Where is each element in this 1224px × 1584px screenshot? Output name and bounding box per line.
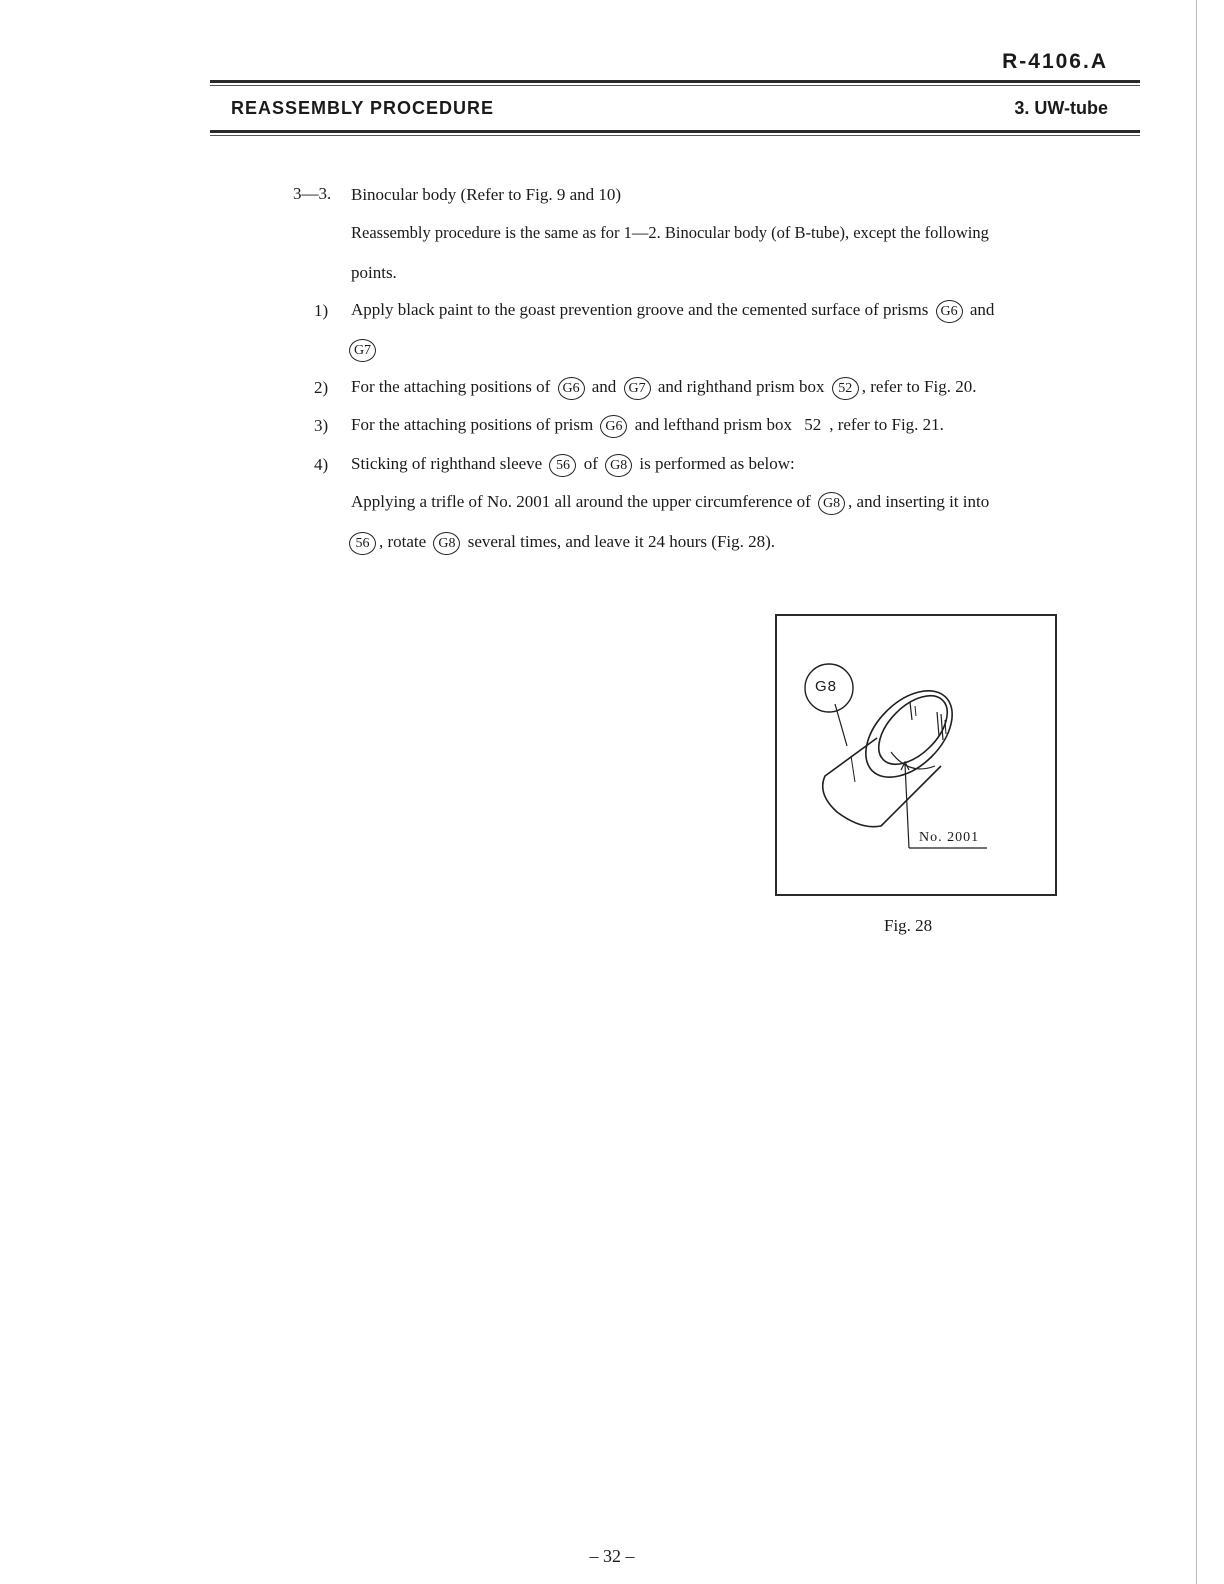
- page-number: – 32 –: [589, 1546, 635, 1566]
- header-rule-top: [210, 80, 1140, 83]
- step-4-text-b: of: [583, 454, 598, 473]
- step-3-line: [351, 414, 944, 438]
- step-2-text-a: For the attaching positions of: [351, 377, 551, 396]
- part-ref-56: 56: [349, 532, 376, 555]
- part-ref-g6: G6: [600, 415, 627, 438]
- step-1-text-b: and: [969, 300, 995, 319]
- part-ref-g8: G8: [605, 454, 632, 477]
- step-4-text-a: Sticking of righthand sleeve: [351, 454, 543, 473]
- figure-caption: Fig. 28: [884, 916, 933, 935]
- header-rule-top-thin: [210, 85, 1140, 86]
- part-ref-g8: G8: [818, 492, 845, 515]
- step-4-number: 4): [314, 455, 329, 474]
- step-4-line-3: [349, 531, 775, 555]
- part-ref-52: 52: [832, 377, 859, 400]
- step-4-line2-text-a: Applying a trifle of No. 2001 all around the upper circumference of: [351, 492, 811, 511]
- step-1-text-a: Apply black paint to the goast prevention groove and the cemented surface of prisms: [351, 300, 929, 319]
- step-4-line3-text-a: , rotate: [379, 532, 427, 551]
- step-4-line3-text-b: several times, and leave it 24 hours (Fig. 28).: [467, 532, 776, 551]
- part-ref-52-plain: 52: [804, 415, 822, 434]
- step-4-line-2: [351, 491, 989, 515]
- step-1-number: 1): [314, 301, 329, 320]
- step-3-text-c: , refer to Fig. 21.: [829, 415, 944, 434]
- step-1-line-1: [351, 299, 994, 323]
- section-title: REASSEMBLY PROCEDURE: [231, 98, 495, 118]
- figure-28-box: [775, 614, 1057, 896]
- scan-edge-line: [1196, 0, 1197, 1584]
- step-4-line-1: [351, 453, 795, 477]
- step-2-number: 2): [314, 378, 329, 397]
- chapter-title: 3. UW-tube: [1014, 98, 1108, 118]
- part-ref-g7: G7: [624, 377, 651, 400]
- figure-part-label: G8: [815, 678, 838, 695]
- section-heading: Binocular body (Refer to Fig. 9 and 10): [351, 185, 622, 204]
- part-ref-g7: G7: [349, 339, 376, 362]
- step-3-text-b: and lefthand prism box: [634, 415, 792, 434]
- step-2-text-b: and: [591, 377, 617, 396]
- step-4-text-c: is performed as below:: [639, 454, 795, 473]
- section-number: 3—3.: [293, 184, 332, 203]
- step-2-text-d: , refer to Fig. 20.: [861, 377, 977, 396]
- step-3-text-a: For the attaching positions of prism: [351, 415, 594, 434]
- part-ref-g6: G6: [936, 300, 963, 323]
- step-2-text-c: and righthand prism box: [657, 377, 825, 396]
- step-4-line2-text-b: , and inserting it into: [848, 492, 990, 511]
- document-code: R-4106.A: [1002, 50, 1108, 73]
- sleeve-illustration: [777, 616, 1055, 894]
- sleeve-top-rim-outer: [850, 675, 969, 794]
- part-ref-56: 56: [549, 454, 576, 477]
- figure-adhesive-label: No. 2001: [919, 830, 980, 845]
- header-rule-bottom: [210, 130, 1140, 133]
- part-ref-g6: G6: [558, 377, 585, 400]
- step-2-line: [351, 376, 976, 400]
- adhesive-leader-line: [905, 764, 909, 848]
- step-1-line-2: [349, 338, 379, 362]
- intro-line-1: Reassembly procedure is the same as for 1—2. Binocular body (of B-tube), except the following: [351, 223, 989, 242]
- sleeve-body-outline: [823, 738, 941, 827]
- step-3-number: 3): [314, 416, 329, 435]
- header-rule-bottom-thin: [210, 135, 1140, 136]
- part-ref-g8: G8: [433, 532, 460, 555]
- intro-line-2: points.: [351, 263, 397, 282]
